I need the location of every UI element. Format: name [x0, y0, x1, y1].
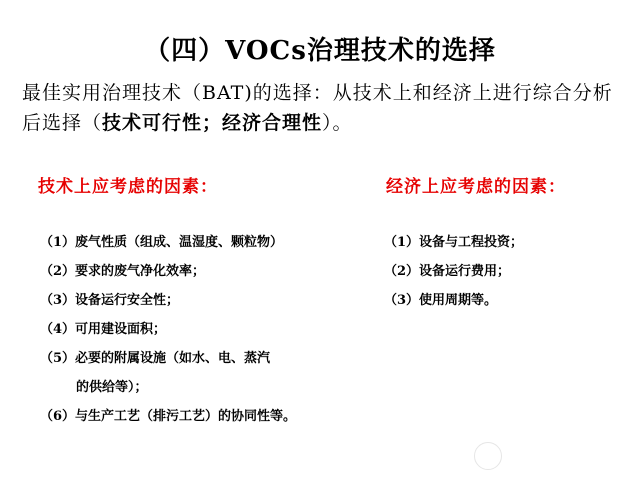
technical-factors-list	[40, 233, 370, 436]
list-item: （1）设备与工程投资；	[384, 235, 524, 250]
list-item: （4）可用建设面积；	[40, 322, 167, 337]
watermark-logo	[474, 442, 502, 470]
list-item-continuation: 的供给等）；	[76, 380, 148, 395]
list-item: （1）废气性质（组成、温湿度、颗粒物）	[40, 235, 284, 250]
economic-factors-list	[384, 233, 624, 320]
list-item: （3）设备运行安全性；	[40, 293, 180, 308]
slide-title: （四）VOCs治理技术的选择	[144, 36, 496, 66]
list-item: （5）必要的附属设施（如水、电、蒸汽	[40, 351, 271, 366]
intro-paragraph	[22, 78, 622, 138]
intro-text-bold: 技术可行性；经济合理性	[102, 112, 323, 134]
technical-factors-heading: 技术上应考虑的因素：	[38, 177, 218, 197]
list-item: （2）设备运行费用；	[384, 264, 511, 279]
list-item: （2）要求的废气净化效率；	[40, 264, 206, 279]
intro-text-end: ）。	[322, 112, 353, 134]
economic-factors-heading: 经济上应考虑的因素：	[386, 177, 566, 197]
list-item: （6）与生产工艺（排污工艺）的协同性等。	[40, 409, 297, 424]
intro-text-start: 最佳实用治理技术（BAT)的选择：从技术上和经济上进行综合分析后选择（	[22, 82, 613, 134]
list-item: （3）使用周期等。	[384, 293, 498, 308]
